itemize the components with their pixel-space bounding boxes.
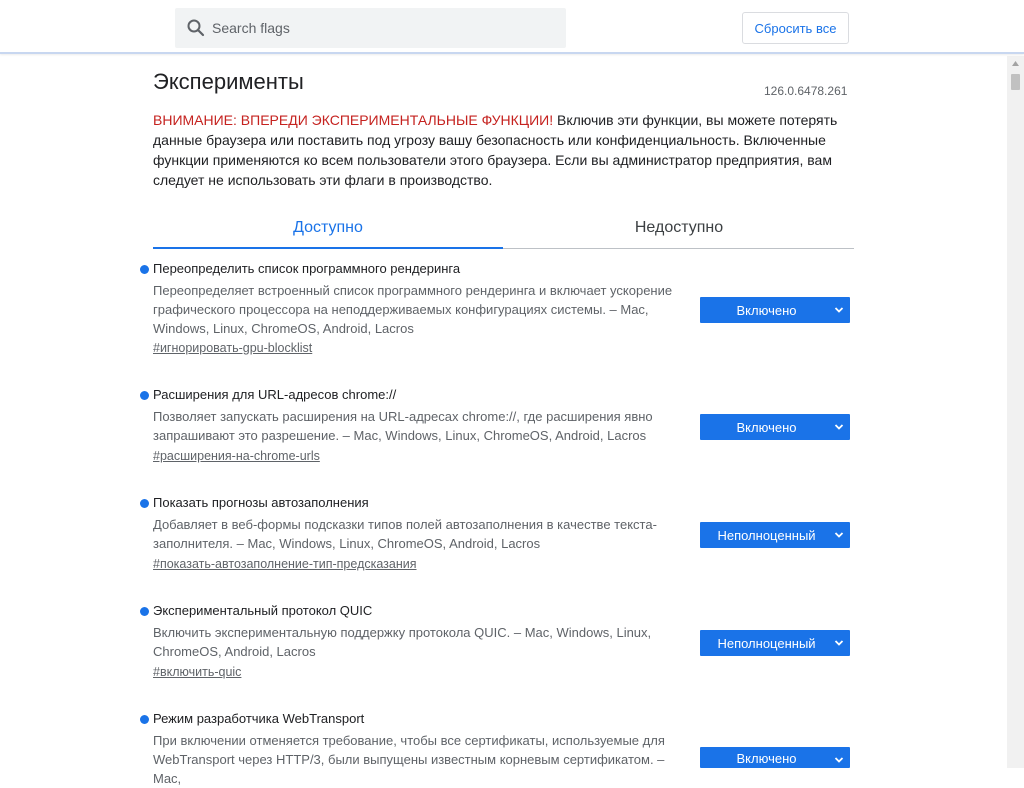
flag-status-dot <box>140 265 149 274</box>
flag-description: Позволяет запускать расширения на URL-адресах chrome://, где расширения явно запрашивают это разрешение. – Mac, Windows, Linux, ChromeOS, Android, Lacros <box>153 409 653 443</box>
flag-status-dot <box>140 607 149 616</box>
flag-title: Расширения для URL-адресов chrome:// <box>153 387 397 402</box>
tab-unavailable[interactable]: Недоступно <box>634 219 724 236</box>
flag-state-select[interactable] <box>700 414 850 440</box>
header <box>0 0 1024 54</box>
tab-available[interactable]: Доступно <box>153 208 503 249</box>
search-box[interactable] <box>175 8 566 48</box>
flag-description: При включении отменяется требование, чтобы все сертификаты, используемые для WebTransport через HTTP/3, были выпущены известным корневым сертификатом. – Mac, <box>153 733 665 786</box>
flag-description: Добавляет в веб-формы подсказки типов полей автозаполнения в качестве текста-заполнителя. – Mac, Windows, Linux, ChromeOS, Android, Lacros <box>153 517 657 551</box>
flag-link[interactable]: #показать-автозаполнение-тип-предсказания <box>153 557 417 571</box>
flag-state-value: Неполноценный <box>717 635 816 651</box>
flag-title: Показать прогнозы автозаполнения <box>153 495 369 510</box>
flag-title: Режим разработчика WebTransport <box>153 711 365 726</box>
scroll-up-arrow-icon[interactable] <box>1007 56 1024 73</box>
flag-state-select[interactable] <box>700 297 850 323</box>
scrollbar[interactable] <box>1007 56 1024 768</box>
chevron-down-icon <box>834 755 844 765</box>
flag-state-value: Включено <box>736 751 797 766</box>
flag-title: Экспериментальный протокол QUIC <box>153 603 373 618</box>
flag-status-dot <box>140 391 149 400</box>
scroll-thumb[interactable] <box>1011 74 1020 90</box>
flag-link[interactable]: #расширения-на-chrome-urls <box>153 449 320 463</box>
flag-state-value: Включено <box>736 302 797 318</box>
flag-title: Переопределить список программного рендеринга <box>153 261 461 276</box>
chevron-down-icon <box>834 530 844 540</box>
flag-link[interactable]: #включить-quic <box>153 665 242 679</box>
flag-link[interactable]: #игнорировать-gpu-blocklist <box>153 341 313 355</box>
search-icon <box>186 18 206 38</box>
chevron-down-icon <box>834 638 844 648</box>
flag-description: Включить экспериментальную поддержку протокола QUIC. – Mac, Windows, Linux, ChromeOS, Android, Lacros <box>153 625 652 659</box>
warning-message <box>153 110 853 190</box>
warning-strong: ВНИМАНИЕ: ВПЕРЕДИ ЭКСПЕРИМЕНТАЛЬНЫЕ ФУНКЦИИ! <box>153 112 554 128</box>
flag-status-dot <box>140 715 149 724</box>
flag-state-value: Неполноценный <box>717 527 816 543</box>
warning-text: Включив эти функции, вы можете потерять данные браузера или поставить под угрозу вашу безопасность или конфиденциальность. Включенные функции применяются ко всем пользователи этого браузера. Если вы администратор предприятия, вам следует не использовать эти флаги в производство. <box>153 112 838 188</box>
flag-state-select[interactable] <box>700 747 850 768</box>
tabs <box>153 208 854 249</box>
flag-state-value: Включено <box>736 419 797 435</box>
flag-state-select[interactable] <box>700 522 850 548</box>
chevron-down-icon <box>834 422 844 432</box>
flag-status-dot <box>140 499 149 508</box>
chevron-down-icon <box>834 305 844 315</box>
search-input[interactable] <box>212 8 552 48</box>
reset-all-button[interactable]: Сбросить все <box>742 12 849 44</box>
flag-state-select[interactable] <box>700 630 850 656</box>
flag-description: Переопределяет встроенный список программного рендеринга и включает ускорение графического процессора на неподдерживаемых конфигурациях системы. – Mac, Windows, Linux, ChromeOS, Android, Lacros <box>153 283 673 336</box>
page-title: Эксперименты <box>153 69 304 94</box>
version-number: 126.0.6478.261 <box>764 84 848 98</box>
